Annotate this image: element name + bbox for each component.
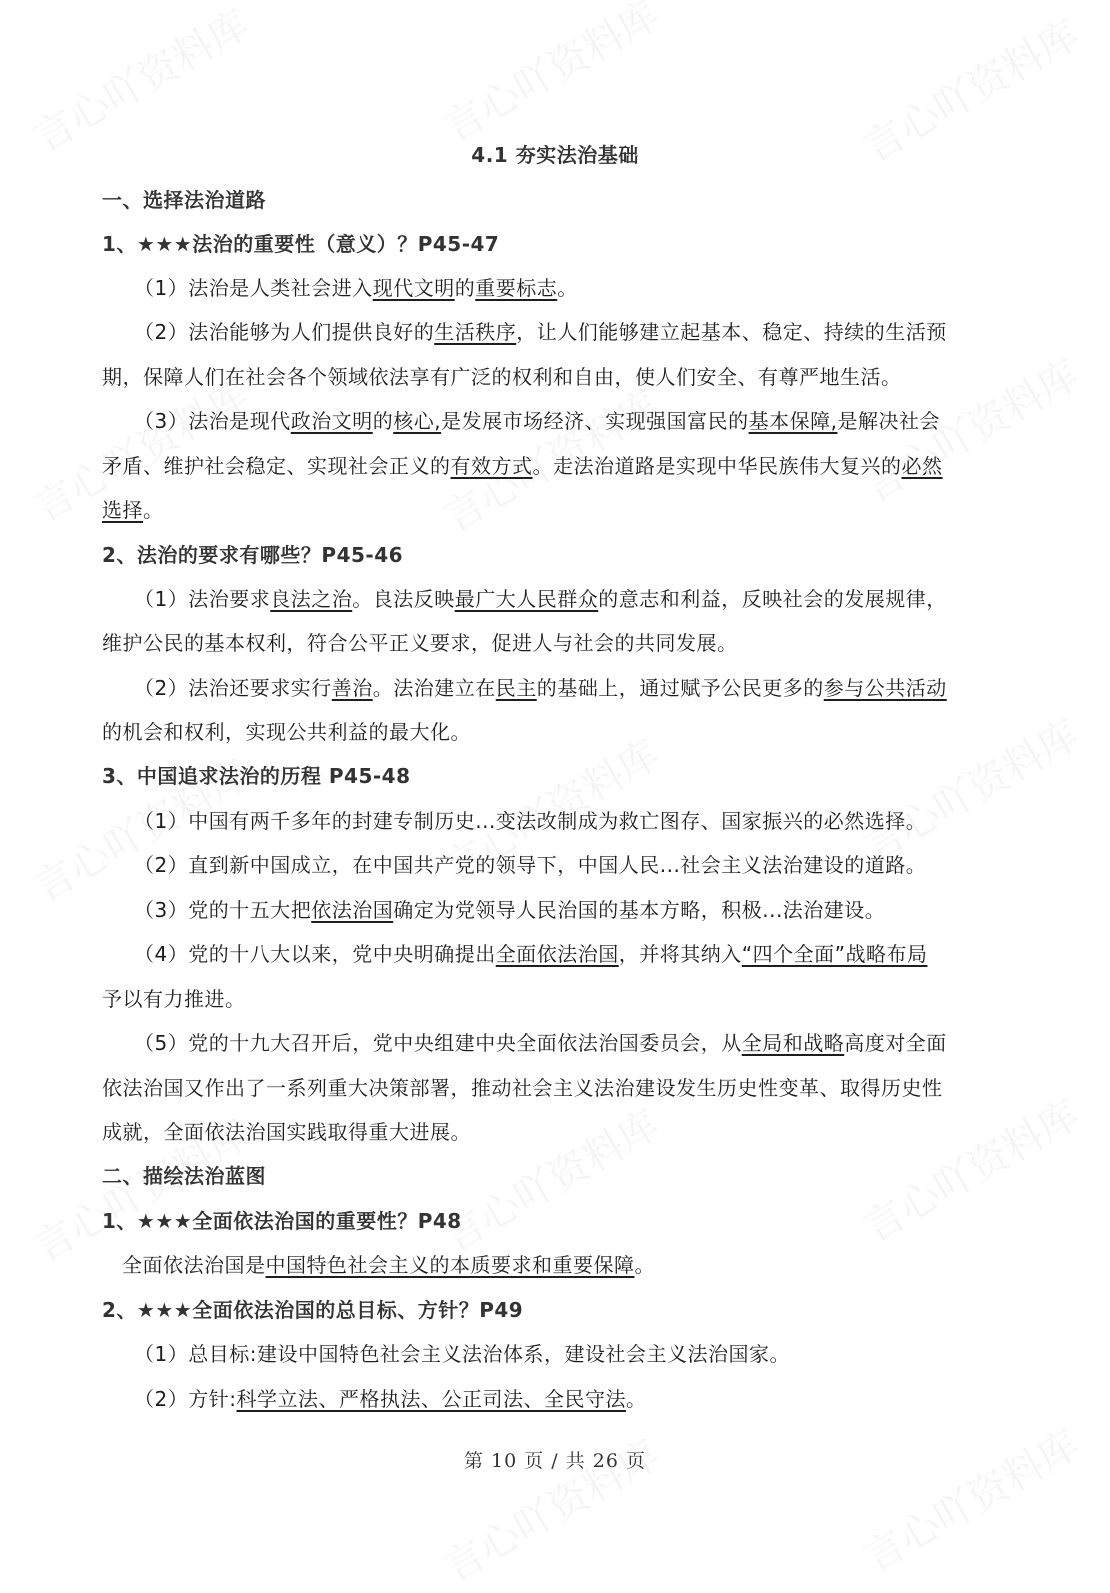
text: （2）法治还要求实行	[134, 676, 332, 700]
text: 确定为党领导人民治国的基本方略，积极...法治建设。	[393, 898, 886, 922]
text: 是解决社会	[837, 409, 940, 433]
paragraph-continuation: 予以有力推进。	[102, 987, 246, 1011]
watermark	[432, 0, 668, 153]
key-term: 基本保障,	[748, 409, 838, 433]
key-term: 生活秩序	[434, 320, 517, 344]
paragraph: （1）中国有两千多年的封建专制历史...变法改制成为救亡图存、国家振兴的必然选择。	[134, 809, 927, 833]
text: 。走法治道路是实现中华民族伟大复兴的	[532, 454, 902, 478]
text: 高度对全面	[844, 1031, 947, 1055]
question-heading: 2、★★★全面依法治国的总目标、方针？P49	[102, 1298, 524, 1322]
paragraph	[0, 406, 1110, 436]
text: 。	[557, 276, 578, 300]
key-term: 依法治国	[311, 898, 394, 922]
text: （1）法治是人类社会进入	[134, 276, 373, 300]
text: （5）党的十九大召开后，党中央组建中央全面依法治国委员会，从	[134, 1031, 742, 1055]
text: （2）法治能够为人们提供良好的	[134, 320, 435, 344]
paragraph	[0, 1028, 1110, 1058]
paragraph-continuation: 成就，全面依法治国实践取得重大进展。	[102, 1120, 471, 1144]
text: 全面依法治国是	[122, 1253, 266, 1277]
paragraph	[0, 895, 1110, 925]
key-term: 重要标志	[475, 276, 558, 300]
text: 的基础上，通过赋予公民更多的	[536, 676, 824, 700]
key-term: 良法之治	[270, 587, 353, 611]
question-heading: 2、法治的要求有哪些？P45-46	[102, 543, 404, 567]
paragraph-continuation: 期，保障人们在社会各个领域依法享有广泛的权利和自由，使人们安全、有尊严地生活。	[102, 365, 902, 389]
key-term: 有效方式	[450, 454, 533, 478]
paragraph	[0, 1250, 1110, 1280]
key-term: 必然	[901, 454, 943, 478]
paragraph	[0, 939, 1110, 969]
text: 是发展市场经济、实现强国富民的	[441, 409, 749, 433]
key-term: 参与公共活动	[823, 676, 947, 700]
paragraph-continuation: 依法治国又作出了一系列重大决策部署，推动社会主义法治建设发生历史性变革、取得历史性	[102, 1076, 943, 1100]
paragraph: （1）总目标:建设中国特色社会主义法治体系，建设社会主义法治国家。	[134, 1342, 790, 1366]
key-term: 最广大人民群众	[454, 587, 599, 611]
paragraph	[0, 673, 1110, 703]
paragraph: （2）直到新中国成立，在中国共产党的领导下，中国人民...社会主义法治建设的道路。	[134, 853, 927, 877]
key-term: 中国特色社会主义的本质要求和重要保障	[265, 1253, 635, 1277]
text: 。	[143, 498, 164, 522]
text: 。良法反映	[352, 587, 455, 611]
question-heading: 1、★★★法治的重要性（意义）？P45-47	[102, 232, 500, 256]
text: （1）法治要求	[134, 587, 271, 611]
key-term: 全局和战略	[741, 1031, 845, 1055]
text: 的	[454, 276, 476, 300]
text: （2）方针:	[134, 1387, 237, 1411]
paragraph-continuation	[0, 495, 1110, 525]
watermark	[22, 0, 258, 163]
text: ，让人们能够建立起基本、稳定、持续的生活预	[516, 320, 947, 344]
paragraph	[0, 273, 1110, 303]
paragraph	[0, 1384, 1110, 1414]
paragraph	[0, 584, 1110, 614]
section-heading: 一、选择法治道路	[102, 188, 266, 212]
paragraph	[0, 317, 1110, 347]
text: 。	[634, 1253, 655, 1277]
paragraph-continuation	[0, 451, 1110, 481]
key-term: 全面依法治国	[495, 942, 619, 966]
page-title: 4.1 夯实法治基础	[471, 143, 639, 167]
question-heading: 1、★★★全面依法治国的重要性？P48	[102, 1209, 462, 1233]
key-term: “四个全面”战略布局	[741, 942, 928, 966]
text: ，并将其纳入	[618, 942, 742, 966]
key-term: 现代文明	[372, 276, 455, 300]
text: 矛盾、维护社会稳定、实现社会正义的	[102, 454, 451, 478]
text: （3）党的十五大把	[134, 898, 312, 922]
text: 。	[625, 1387, 647, 1411]
watermark	[852, 1414, 1088, 1583]
key-term: 核心,	[393, 409, 442, 433]
text: 的	[372, 409, 394, 433]
key-term: 民主	[495, 676, 537, 700]
key-term: 选择	[102, 498, 143, 522]
page-number: 第 10 页 / 共 26 页	[464, 1450, 646, 1472]
paragraph-continuation: 的机会和权利，实现公共利益的最大化。	[102, 720, 471, 744]
paragraph-continuation: 维护公民的基本权利，符合公平正义要求，促进人与社会的共同发展。	[102, 631, 738, 655]
key-term: 科学立法、严格执法、公正司法、全民守法	[236, 1387, 626, 1411]
key-term: 政治文明	[290, 409, 373, 433]
key-term: 善治	[331, 676, 373, 700]
text: 。法治建立在	[372, 676, 496, 700]
text: （4）党的十八大以来，党中央明确提出	[134, 942, 496, 966]
text: 的意志和利益，反映社会的发展规律，	[598, 587, 947, 611]
question-heading: 3、中国追求法治的历程 P45-48	[102, 764, 411, 788]
text: （3）法治是现代	[134, 409, 291, 433]
section-heading: 二、描绘法治蓝图	[102, 1164, 266, 1188]
